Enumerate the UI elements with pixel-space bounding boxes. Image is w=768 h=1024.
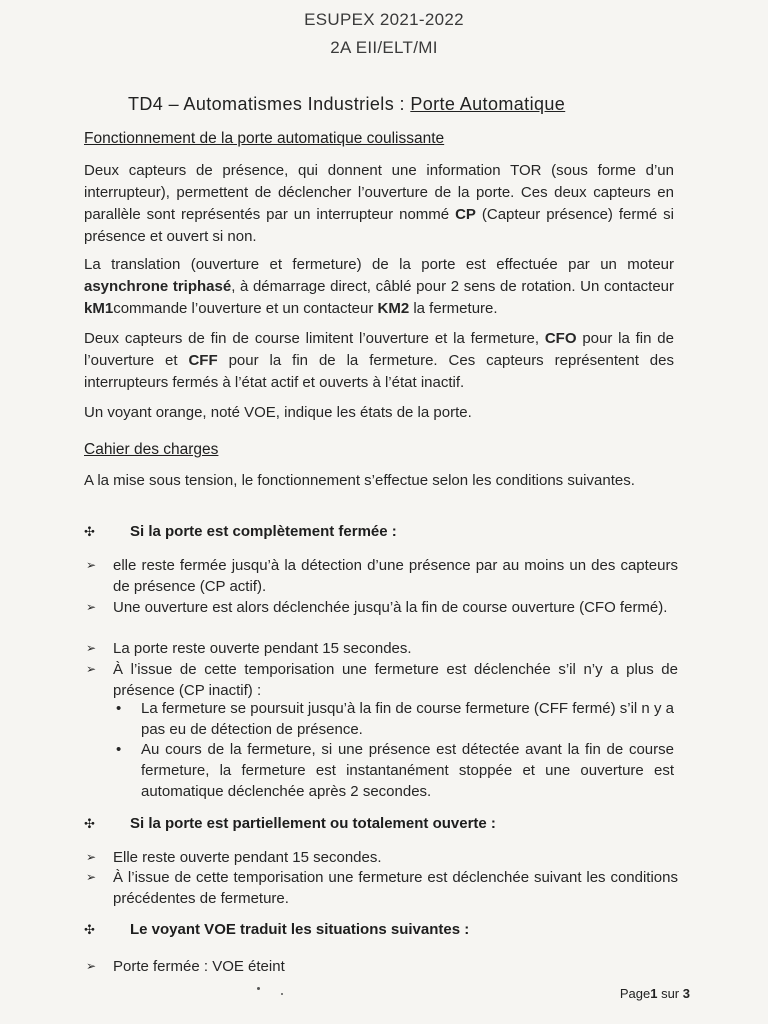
case-closed-title: Si la porte est complètement fermée :	[130, 523, 397, 540]
case-open-heading	[84, 815, 496, 832]
list-item-text: Une ouverture est alors déclenchée jusqu’à la fin de course ouverture (CFO fermé).	[113, 599, 668, 616]
arrow-bullet-icon: ➢	[86, 600, 97, 614]
p2-bold-km1: kM1	[84, 300, 114, 317]
page-title	[128, 94, 565, 115]
p1-bold-cp: CP	[455, 206, 476, 223]
page-current: 1	[650, 986, 658, 1001]
header-class: 2A EII/ELT/MI	[330, 38, 438, 57]
list-item	[86, 597, 678, 618]
diamond-bullet-icon: ✣	[84, 922, 95, 937]
list-item	[86, 867, 678, 909]
p3-text-a: Deux capteurs de fin de course limitent l’ouverture et la fermeture,	[84, 330, 545, 347]
list-item	[86, 847, 678, 868]
diamond-bullet-icon: ✣	[84, 524, 95, 539]
p3-bold-cff: CFF	[188, 352, 218, 369]
list-item	[86, 956, 678, 977]
header-school-year: ESUPEX 2021-2022	[304, 10, 464, 29]
round-bullet-icon: •	[116, 741, 122, 758]
p3-text-d: pour la fin de la fermeture. Ces capteurs représentent des interrupteurs fermés à l’état actif et ouverts à l’état inactif.	[84, 352, 674, 391]
case-closed-heading	[84, 523, 397, 540]
diamond-bullet-icon: ✣	[84, 816, 95, 831]
p1-text-c: (Capteur présence) fermé si présence et ouvert si non.	[84, 206, 674, 245]
case-indicator-title: Le voyant VOE traduit les situations suivantes :	[130, 921, 470, 938]
list-item-text: À l’issue de cette temporisation une fermeture est déclenchée s’il n’y a plus de présence (CP inactif) :	[113, 661, 678, 699]
p2-text-e: la fermeture.	[409, 300, 498, 317]
case-indicator-heading	[84, 921, 469, 938]
list-item-text: Elle reste ouverte pendant 15 secondes.	[113, 849, 382, 866]
page-total: 3	[682, 986, 690, 1001]
list-item-text: La porte reste ouverte pendant 15 secondes.	[113, 640, 412, 657]
p3-text-c: pour la fin de l’ouverture et	[84, 330, 674, 369]
page-word: Page	[619, 986, 651, 1001]
list-item-text: À l’issue de cette temporisation une fermeture est déclenchée suivant les conditions précédentes de fermeture.	[113, 869, 678, 907]
p2-bold-km2: KM2	[377, 300, 410, 317]
page-sur: sur	[661, 986, 680, 1001]
list-item-text: Porte fermée : VOE éteint	[113, 958, 285, 975]
arrow-bullet-icon: ➢	[86, 959, 97, 973]
sub-list-item	[112, 698, 674, 740]
list-item	[86, 659, 678, 701]
paragraph-indicator-light: Un voyant orange, noté VOE, indique les états de la porte.	[84, 404, 472, 421]
arrow-bullet-icon: ➢	[86, 641, 97, 655]
list-item	[86, 555, 678, 597]
section-heading-cahier: Cahier des charges	[84, 441, 219, 458]
arrow-bullet-icon: ➢	[86, 870, 97, 884]
title-subject: Porte Automatique	[410, 94, 566, 114]
section-heading-fonctionnement: Fonctionnement de la porte automatique coulissante	[84, 130, 445, 147]
p2-text-d: commande l’ouverture et un contacteur	[113, 300, 378, 317]
sub-list-item-text: La fermeture se poursuit jusqu’à la fin de course fermeture (CFF fermé) s’il n y a pas eu de détection de présence.	[141, 700, 674, 738]
paragraph-motor	[84, 254, 674, 320]
sub-list-item	[112, 739, 674, 802]
arrow-bullet-icon: ➢	[86, 662, 97, 676]
paragraph-end-switches	[84, 328, 674, 394]
scan-speck	[257, 987, 260, 990]
p2-bold-motor: asynchrone triphasé	[84, 278, 232, 295]
round-bullet-icon: •	[116, 700, 122, 717]
arrow-bullet-icon: ➢	[86, 850, 97, 864]
p2-text-a: La translation (ouverture et fermeture) de la porte est effectuée par un moteur	[84, 256, 674, 273]
scan-speck	[281, 993, 283, 995]
arrow-bullet-icon: ➢	[86, 558, 97, 572]
sub-list-item-text: Au cours de la fermeture, si une présence est détectée avant la fin de course fermeture, la fermeture est instantanément stoppée et une ouverture est automatique déclenchée après 2 secondes.	[141, 741, 674, 800]
p2-text-c: , à démarrage direct, câblé pour 2 sens de rotation. Un contacteur	[231, 278, 675, 295]
page-number	[620, 986, 690, 1001]
case-open-title: Si la porte est partiellement ou totalement ouverte :	[130, 815, 496, 832]
title-prefix: TD4 – Automatismes Industriels :	[128, 94, 411, 114]
list-item	[86, 638, 678, 659]
p1-text-a: Deux capteurs de présence, qui donnent une information TOR (sous forme d’un interrupteur), permettent de déclencher l’ouverture de la porte. Ces deux capteurs en parallèle sont représentés par un interrupteur nommé	[84, 162, 674, 223]
paragraph-specs-intro: A la mise sous tension, le fonctionnement s’effectue selon les conditions suivantes.	[84, 472, 635, 489]
list-item-text: elle reste fermée jusqu’à la détection d’une présence par au moins un des capteurs de présence (CP actif).	[113, 557, 678, 595]
paragraph-presence-sensors	[84, 160, 674, 248]
p3-bold-cfo: CFO	[544, 330, 577, 347]
